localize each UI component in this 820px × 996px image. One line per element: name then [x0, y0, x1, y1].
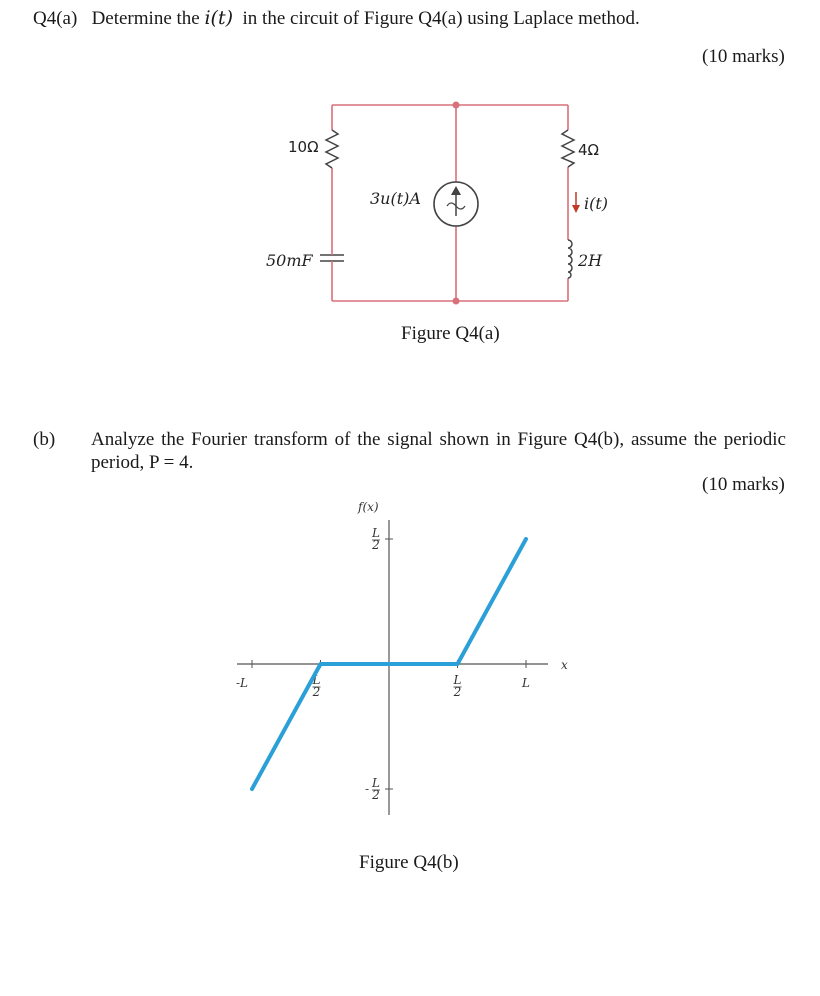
- q4a-text-post: in the circuit of Figure Q4(a) using Laplace method.: [242, 8, 640, 29]
- source-label: 3u(t)A: [370, 189, 421, 208]
- x-tick-label-2: [453, 673, 462, 699]
- y-tick-label-0-num: L: [372, 526, 380, 540]
- q4a-text-pre: Determine the: [91, 8, 200, 29]
- r1-label: 10Ω: [288, 138, 319, 156]
- y-tick-label-1-minus: -: [364, 782, 370, 796]
- q4a-symbol: i(t): [204, 7, 234, 29]
- q4b-line2: period, P = 4.: [91, 452, 194, 473]
- y-tick-label-0-den: 2: [372, 538, 380, 552]
- x-tick-label-2-den: 2: [453, 685, 462, 699]
- x-tick-label-0-text: -L: [235, 676, 249, 690]
- x-tick-label-2-num: L: [453, 673, 462, 687]
- q4b-label: (b): [33, 429, 56, 450]
- q4b-line1: Analyze the Fourier transform of the signal shown in Figure Q4(b), assume the periodic: [91, 429, 786, 450]
- y-tick-label-0: [371, 526, 380, 552]
- y-tick-label-1-den: 2: [372, 788, 380, 802]
- x-tick-label-3-text: L: [522, 676, 530, 690]
- y-tick-label-1: [365, 776, 380, 802]
- x-tick-label-3: [521, 676, 530, 690]
- x-tick-label-0: [236, 676, 248, 690]
- x-tick-label-1-den: 2: [312, 685, 321, 699]
- figure-q4b-caption: Figure Q4(b): [359, 852, 459, 873]
- y-axis-label: f(x): [358, 500, 379, 514]
- x-tick-label-1-minus: -: [305, 679, 310, 693]
- q4a-marks: (10 marks): [702, 46, 785, 67]
- y-tick-label-1-num: L: [372, 776, 380, 790]
- q4b-marks: (10 marks): [702, 474, 785, 495]
- l1-label: 2H: [578, 251, 603, 270]
- r2-label: 4Ω: [578, 141, 600, 159]
- q4a-label: Q4(a): [33, 8, 78, 29]
- figure-q4a-caption: Figure Q4(a): [401, 323, 500, 344]
- x-tick-label-1-num: L: [312, 673, 321, 687]
- x-axis-label: x: [561, 658, 568, 672]
- c1-label: 50mF: [266, 251, 313, 270]
- current-label: i(t): [584, 194, 609, 213]
- graph-axes: [237, 520, 548, 815]
